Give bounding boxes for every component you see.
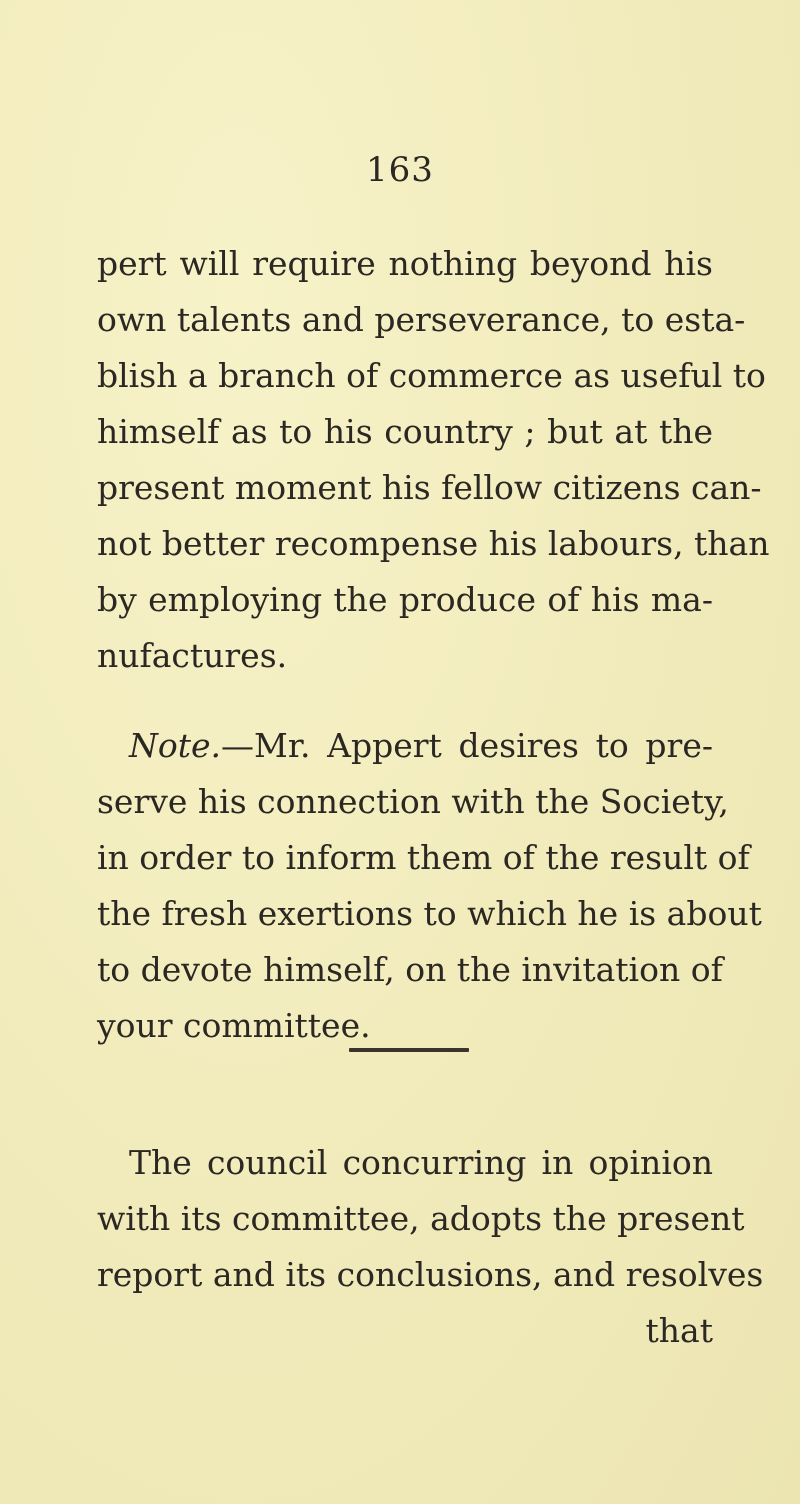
- note-line-3: in order to inform them of the result of: [97, 838, 750, 877]
- paragraph-1-line-1: pert will require nothing beyond his: [97, 244, 713, 283]
- note-line-4: the fresh exertions to which he is about: [97, 894, 762, 933]
- paragraph-2-line-2: with its committee, adopts the present: [97, 1199, 745, 1238]
- paragraph-1-line-3: blish a branch of commerce as useful to: [97, 356, 766, 395]
- catchword: that: [645, 1311, 713, 1350]
- paragraph-1-line-6: not better recompense his labours, than: [97, 524, 770, 563]
- section-divider-rule: [349, 1048, 469, 1052]
- paragraph-1-line-5: present moment his fellow citizens can-: [97, 468, 762, 507]
- paragraph-1-line-8: nufactures.: [97, 636, 288, 675]
- paragraph-2-line-1: The council concurring in opinion: [129, 1143, 713, 1182]
- note-line-1-text: —Mr. Appert desires to pre-: [221, 726, 713, 765]
- note-line-1: [129, 718, 713, 774]
- note-label: Note.: [129, 726, 222, 765]
- paragraph-1-line-2: own talents and perseverance, to esta-: [97, 300, 746, 339]
- paragraph-2-line-3: report and its conclusions, and resolves: [97, 1255, 764, 1294]
- note-line-2: serve his connection with the Society,: [97, 782, 729, 821]
- page-number: 163: [366, 150, 434, 190]
- paragraph-1-line-4: himself as to his country ; but at the: [97, 412, 713, 451]
- note-line-6: your committee.: [97, 1006, 371, 1045]
- note-line-5: to devote himself, on the invitation of: [97, 950, 723, 989]
- paragraph-1-line-7: by employing the produce of his ma-: [97, 580, 713, 619]
